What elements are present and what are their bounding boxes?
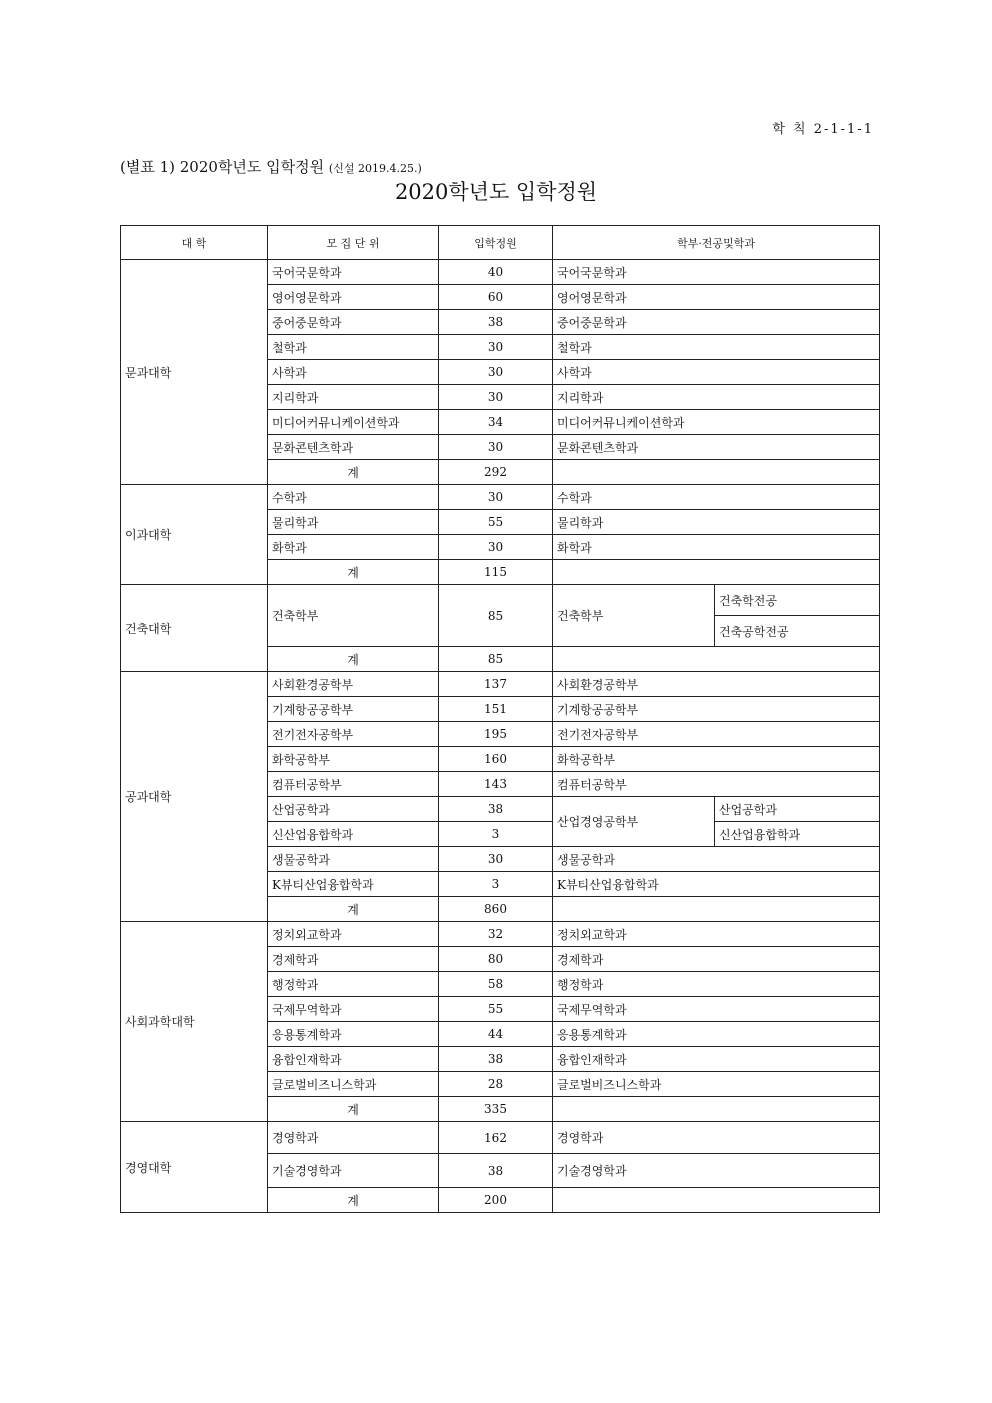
header-quota: 입학정원: [439, 226, 553, 260]
quota-cell: 40: [439, 260, 553, 285]
subtotal-value: 85: [439, 647, 553, 672]
dept-cell: 응용통계학과: [553, 1022, 880, 1047]
quota-cell: 38: [439, 797, 553, 822]
unit-cell: 생물공학과: [268, 847, 439, 872]
unit-cell: 화학과: [268, 535, 439, 560]
dept-cell: 생물공학과: [553, 847, 880, 872]
unit-cell: K뷰티산업융합학과: [268, 872, 439, 897]
dept-cell: 미디어커뮤니케이션학과: [553, 410, 880, 435]
unit-cell: 컴퓨터공학부: [268, 772, 439, 797]
subtotal-value: 115: [439, 560, 553, 585]
unit-cell: 정치외교학과: [268, 922, 439, 947]
table-row: [121, 922, 880, 947]
document-subtitle: [120, 156, 422, 177]
quota-cell: 38: [439, 1047, 553, 1072]
empty-cell: [553, 1188, 880, 1213]
subtotal-value: 860: [439, 897, 553, 922]
quota-cell: 30: [439, 535, 553, 560]
unit-cell: 신산업융합학과: [268, 822, 439, 847]
unit-cell: 지리학과: [268, 385, 439, 410]
subtotal-value: 200: [439, 1188, 553, 1213]
major-cell: 건축학전공: [715, 585, 880, 616]
unit-cell: 경영학과: [268, 1122, 439, 1154]
quota-cell: 55: [439, 510, 553, 535]
quota-cell: 30: [439, 435, 553, 460]
table-header-row: [121, 226, 880, 260]
header-department: 학부·전공및학과: [553, 226, 880, 260]
dept-cell: 국제무역학과: [553, 997, 880, 1022]
dept-cell: 정치외교학과: [553, 922, 880, 947]
subtotal-label: 계: [268, 1188, 439, 1213]
unit-cell: 영어영문학과: [268, 285, 439, 310]
quota-cell: 160: [439, 747, 553, 772]
dept-cell: 컴퓨터공학부: [553, 772, 880, 797]
college-name: 경영대학: [121, 1122, 268, 1213]
college-name: 공과대학: [121, 672, 268, 922]
unit-cell: 융합인재학과: [268, 1047, 439, 1072]
quota-cell: 195: [439, 722, 553, 747]
quota-cell: 137: [439, 672, 553, 697]
subtotal-label: 계: [268, 560, 439, 585]
dept-cell: 국어국문학과: [553, 260, 880, 285]
dept-cell: 문화콘텐츠학과: [553, 435, 880, 460]
unit-cell: 물리학과: [268, 510, 439, 535]
quota-cell: 30: [439, 847, 553, 872]
unit-cell: 전기전자공학부: [268, 722, 439, 747]
unit-cell: 글로벌비즈니스학과: [268, 1072, 439, 1097]
dept-cell: 중어중문학과: [553, 310, 880, 335]
quota-cell: 38: [439, 1154, 553, 1188]
unit-cell: 경제학과: [268, 947, 439, 972]
table-row: [121, 585, 880, 616]
quota-cell: 55: [439, 997, 553, 1022]
quota-cell: 143: [439, 772, 553, 797]
dept-cell: 경영학과: [553, 1122, 880, 1154]
quota-cell: 30: [439, 360, 553, 385]
unit-cell: 사회환경공학부: [268, 672, 439, 697]
dept-cell: 행정학과: [553, 972, 880, 997]
dept-cell: 사학과: [553, 360, 880, 385]
major-cell: 건축공학전공: [715, 616, 880, 647]
dept-cell: 글로벌비즈니스학과: [553, 1072, 880, 1097]
header-college: 대 학: [121, 226, 268, 260]
table-row: [121, 1122, 880, 1154]
table-row: [121, 485, 880, 510]
quota-cell: 85: [439, 585, 553, 647]
unit-cell: 국제무역학과: [268, 997, 439, 1022]
header-unit: 모 집 단 위: [268, 226, 439, 260]
dept-cell: 기술경영학과: [553, 1154, 880, 1188]
empty-cell: [553, 1097, 880, 1122]
dept-cell: 기계항공공학부: [553, 697, 880, 722]
quota-cell: 34: [439, 410, 553, 435]
empty-cell: [553, 647, 880, 672]
dept-cell: K뷰티산업융합학과: [553, 872, 880, 897]
dept-cell: 융합인재학과: [553, 1047, 880, 1072]
unit-cell: 문화콘텐츠학과: [268, 435, 439, 460]
subtotal-label: 계: [268, 460, 439, 485]
dept-cell: 수학과: [553, 485, 880, 510]
unit-cell: 미디어커뮤니케이션학과: [268, 410, 439, 435]
quota-cell: 58: [439, 972, 553, 997]
page-reference: 학 칙 2-1-1-1: [772, 122, 874, 137]
quota-cell: 30: [439, 385, 553, 410]
dept-cell: 화학공학부: [553, 747, 880, 772]
major-cell: 신산업융합학과: [715, 822, 880, 847]
unit-cell: 사학과: [268, 360, 439, 385]
empty-cell: [553, 560, 880, 585]
unit-cell: 철학과: [268, 335, 439, 360]
unit-cell: 기술경영학과: [268, 1154, 439, 1188]
dept-cell: 지리학과: [553, 385, 880, 410]
quota-cell: 162: [439, 1122, 553, 1154]
subtotal-label: 계: [268, 897, 439, 922]
quota-cell: 80: [439, 947, 553, 972]
subtotal-value: 335: [439, 1097, 553, 1122]
unit-cell: 행정학과: [268, 972, 439, 997]
major-cell: 산업공학과: [715, 797, 880, 822]
college-name: 사회과학대학: [121, 922, 268, 1122]
dept-cell: 건축학부: [553, 585, 715, 647]
table-row: [121, 672, 880, 697]
dept-cell: 물리학과: [553, 510, 880, 535]
subtitle-note: (신설 2019.4.25.): [328, 162, 422, 175]
unit-cell: 기계항공공학부: [268, 697, 439, 722]
quota-cell: 60: [439, 285, 553, 310]
subtotal-value: 292: [439, 460, 553, 485]
unit-cell: 건축학부: [268, 585, 439, 647]
unit-cell: 중어중문학과: [268, 310, 439, 335]
college-name: 건축대학: [121, 585, 268, 672]
unit-cell: 국어국문학과: [268, 260, 439, 285]
quota-cell: 28: [439, 1072, 553, 1097]
subtitle-text: (별표 1) 2020학년도 입학정원: [120, 158, 325, 176]
unit-cell: 응용통계학과: [268, 1022, 439, 1047]
empty-cell: [553, 897, 880, 922]
quota-cell: 30: [439, 335, 553, 360]
table-row: [121, 260, 880, 285]
subtotal-label: 계: [268, 647, 439, 672]
dept-cell: 사회환경공학부: [553, 672, 880, 697]
document-title: 2020학년도 입학정원: [394, 180, 598, 204]
empty-cell: [553, 460, 880, 485]
quota-cell: 3: [439, 822, 553, 847]
unit-cell: 수학과: [268, 485, 439, 510]
quota-cell: 38: [439, 310, 553, 335]
dept-cell: 산업경영공학부: [553, 797, 715, 847]
quota-cell: 3: [439, 872, 553, 897]
subtotal-label: 계: [268, 1097, 439, 1122]
college-name: 문과대학: [121, 260, 268, 485]
college-name: 이과대학: [121, 485, 268, 585]
dept-cell: 화학과: [553, 535, 880, 560]
quota-cell: 32: [439, 922, 553, 947]
admission-quota-table: [120, 225, 880, 1213]
dept-cell: 철학과: [553, 335, 880, 360]
dept-cell: 전기전자공학부: [553, 722, 880, 747]
unit-cell: 산업공학과: [268, 797, 439, 822]
quota-cell: 30: [439, 485, 553, 510]
dept-cell: 경제학과: [553, 947, 880, 972]
quota-cell: 44: [439, 1022, 553, 1047]
dept-cell: 영어영문학과: [553, 285, 880, 310]
quota-cell: 151: [439, 697, 553, 722]
unit-cell: 화학공학부: [268, 747, 439, 772]
